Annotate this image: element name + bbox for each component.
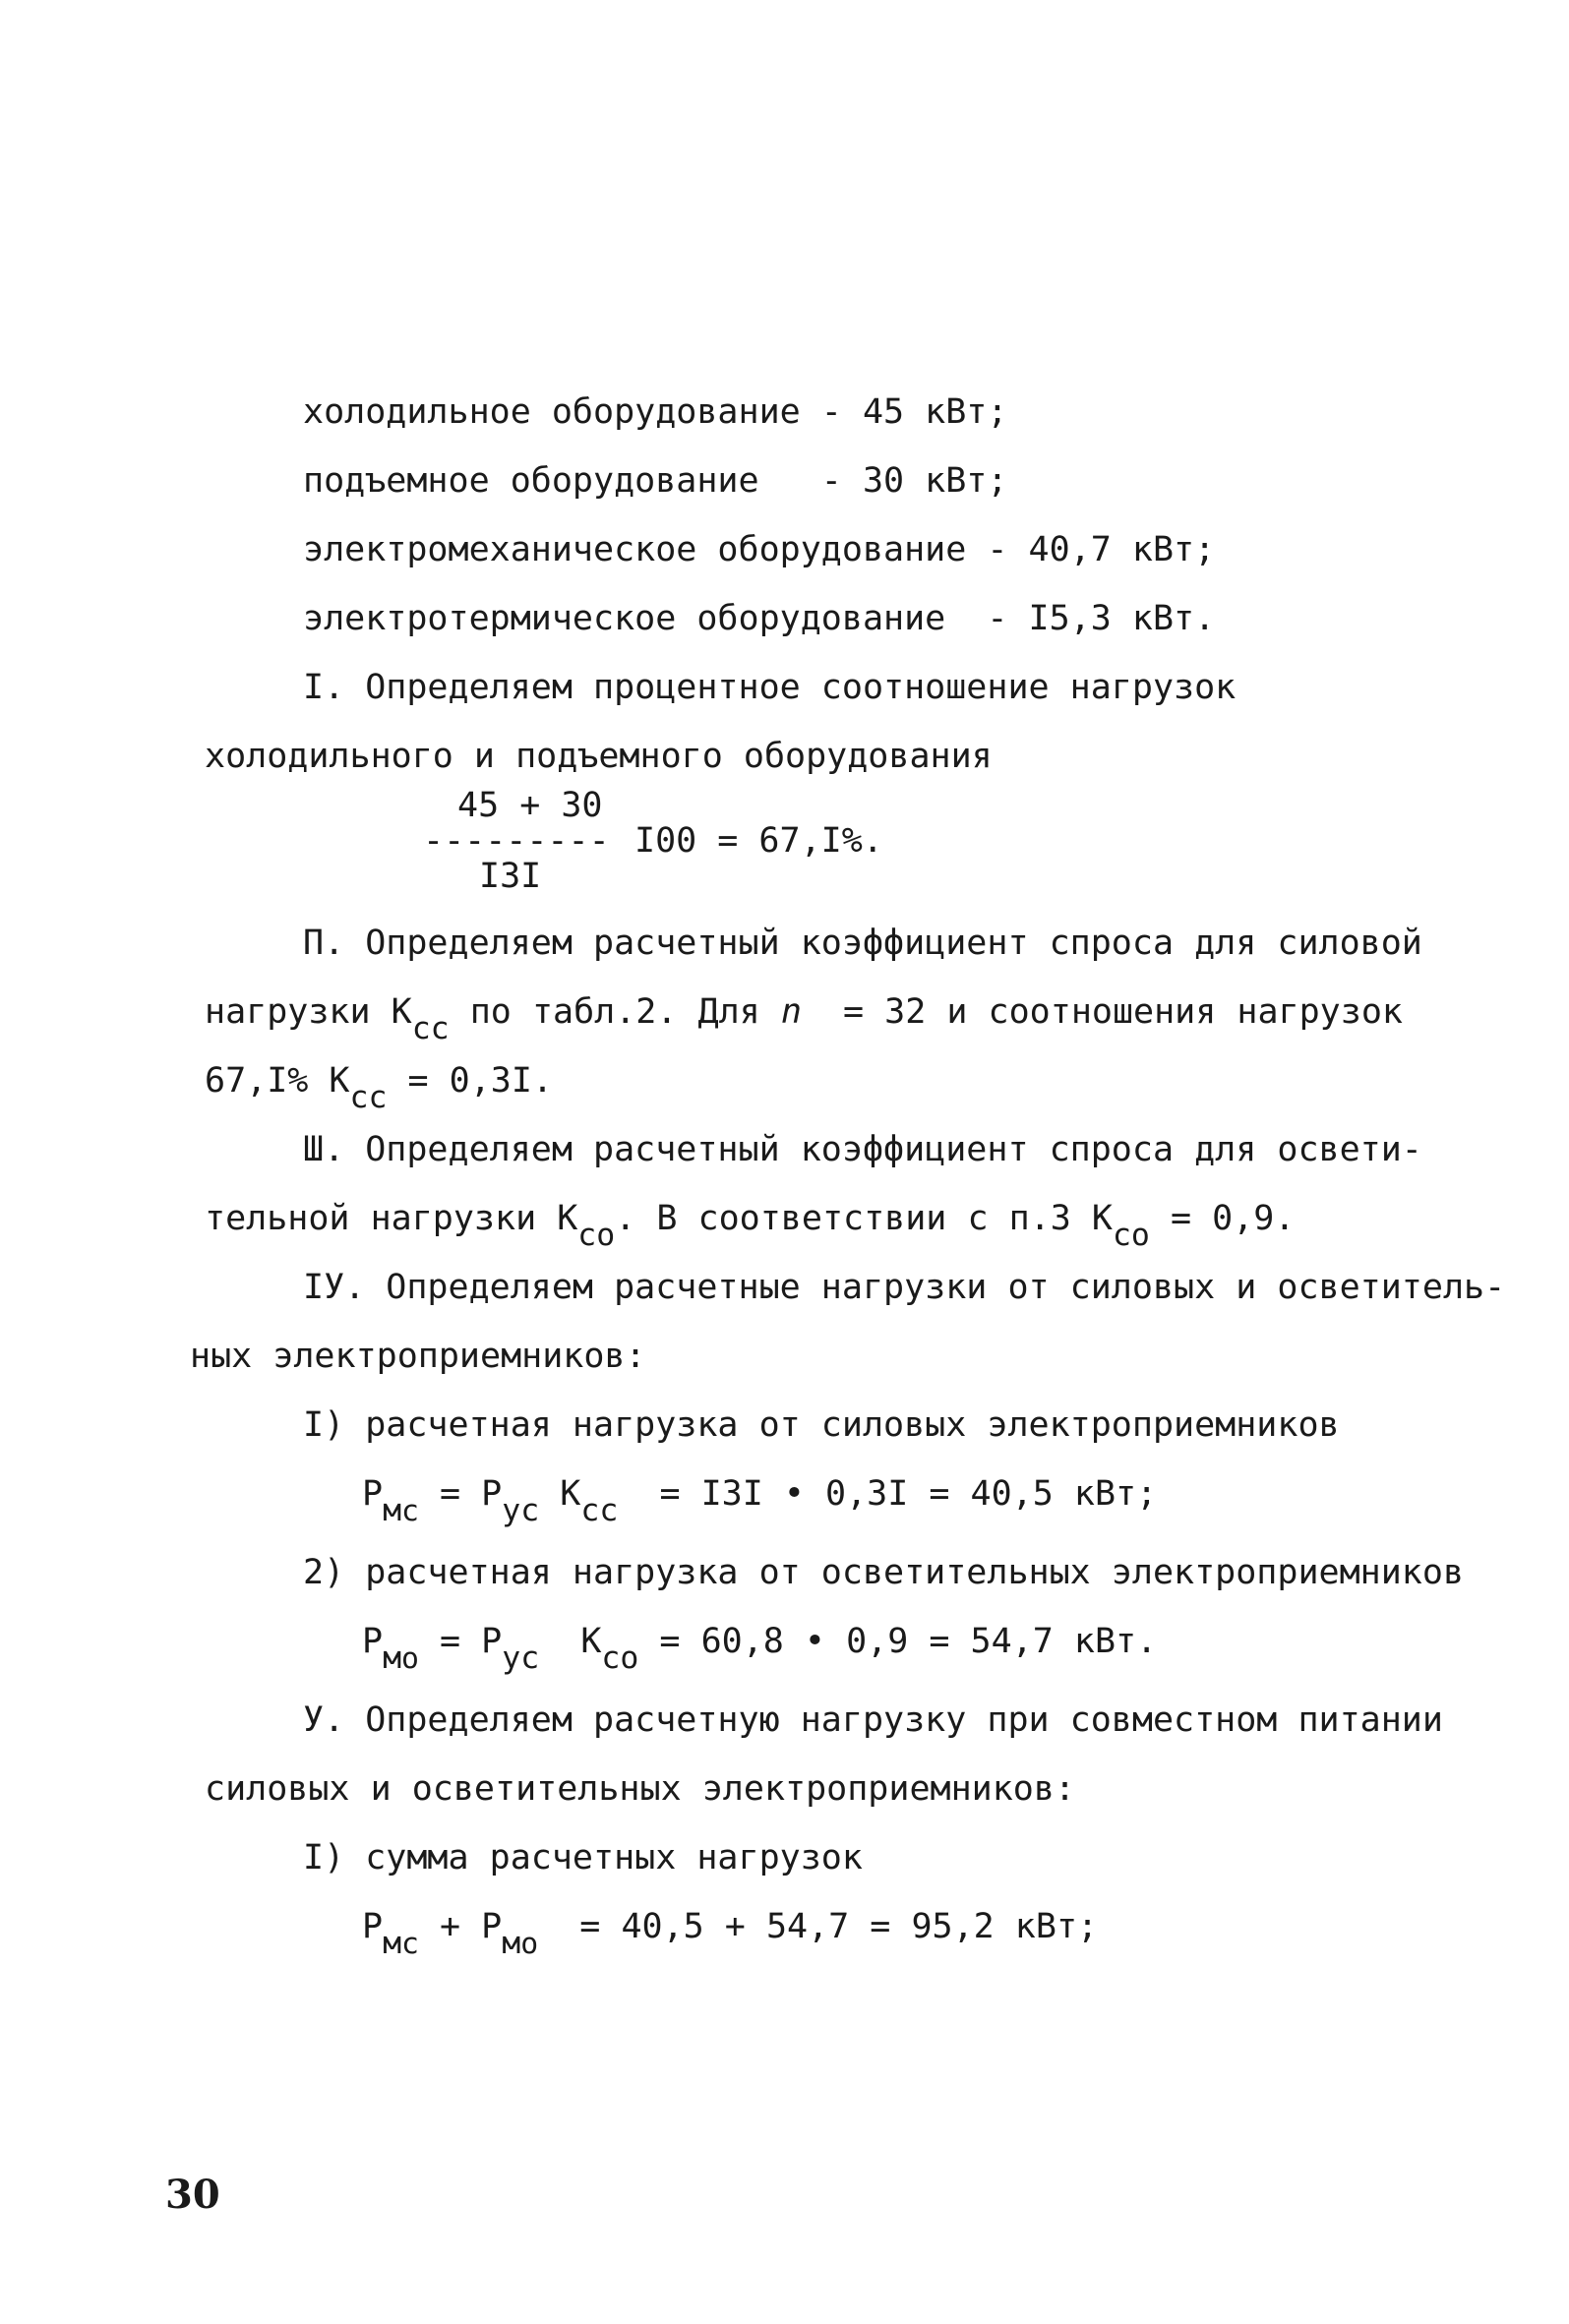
step-5-continuation: силовых и осветительных электроприемников:: [205, 1769, 1076, 1809]
step-4-heading: IУ. Определяем расчетные нагрузки от силовых и осветитель-: [303, 1268, 1506, 1307]
step-3-heading: Ш. Определяем расчетный коэффициент спроса для освети-: [303, 1130, 1422, 1169]
step-2-line-3: [205, 1061, 554, 1115]
subscript: ус: [502, 1639, 540, 1676]
text: = 0,3I.: [387, 1061, 554, 1101]
subscript: со: [577, 1217, 616, 1253]
equation-power-load: [362, 1474, 1158, 1529]
step-4-item-2: 2) расчетная нагрузка от осветительных электроприемников: [303, 1553, 1465, 1592]
subscript: сс: [411, 1010, 450, 1046]
fraction-result: I00 = 67,I%.: [634, 821, 883, 861]
text: = I3I • 0,3I = 40,5 кВт;: [618, 1474, 1158, 1514]
text: . В соответствии с п.3 К: [615, 1199, 1113, 1238]
sub-subscript: с: [401, 1927, 419, 1962]
text: Р: [362, 1622, 384, 1661]
text: = Р: [418, 1622, 503, 1661]
subscript: м: [383, 1925, 402, 1961]
text: = 32 и соотношения нагрузок: [801, 992, 1403, 1032]
subscript: сс: [580, 1492, 619, 1528]
text: = Р: [418, 1474, 503, 1514]
line-electromechanical: электромеханическое оборудование - 40,7 кВт;: [303, 530, 1216, 569]
step-2-heading: П. Определяем расчетный коэффициент спроса для силовой: [303, 924, 1422, 963]
line-electrothermal: электротермическое оборудование - I5,3 кВт.: [303, 599, 1216, 638]
text: = 0,9.: [1149, 1199, 1296, 1238]
fraction-denominator: I3I: [479, 857, 542, 896]
subscript: м: [383, 1492, 402, 1528]
subscript: сс: [349, 1079, 388, 1115]
text: К: [539, 1622, 602, 1661]
variable-n: n: [780, 992, 802, 1032]
step-3-line-2: [205, 1199, 1296, 1253]
fraction-numerator: 45 + 30: [457, 786, 603, 825]
text: 67,I% К: [205, 1061, 350, 1101]
step-4-item-1: I) расчетная нагрузка от силовых электроприемников: [303, 1405, 1340, 1445]
line-lifting: подъемное оборудование - 30 кВт;: [303, 461, 1008, 501]
subscript: со: [601, 1639, 639, 1676]
fraction-bar: ---------: [423, 821, 610, 861]
step-1-heading: I. Определяем процентное соотношение нагрузок: [303, 668, 1237, 707]
text: + Р: [418, 1907, 503, 1946]
subscript: со: [1112, 1217, 1150, 1253]
subscript: м: [383, 1639, 402, 1676]
text: = 60,8 • 0,9 = 54,7 кВт.: [638, 1622, 1158, 1661]
sub-subscript: о: [520, 1927, 539, 1962]
subscript: м: [502, 1925, 521, 1961]
text: Р: [362, 1907, 384, 1946]
text: тельной нагрузки К: [205, 1199, 578, 1238]
step-1-continuation: холодильного и подъемного оборудования: [205, 737, 993, 776]
text: К: [539, 1474, 581, 1514]
text: нагрузки К: [205, 992, 412, 1032]
subscript: ус: [502, 1492, 540, 1528]
page-number: 30: [165, 2172, 220, 2218]
step-2-line-2: [205, 992, 1403, 1046]
text: Р: [362, 1474, 384, 1514]
equation-total-load: [362, 1907, 1099, 1962]
line-refrigeration: холодильное оборудование - 45 кВт;: [303, 392, 1008, 432]
equation-lighting-load: [362, 1622, 1158, 1677]
sub-subscript: с: [401, 1494, 419, 1529]
text: по табл.2. Для: [449, 992, 781, 1032]
step-5-heading: У. Определяем расчетную нагрузку при совместном питании: [303, 1700, 1443, 1740]
sub-subscript: о: [401, 1641, 419, 1677]
step-4-continuation: ных электроприемников:: [190, 1337, 646, 1376]
step-5-item-1: I) сумма расчетных нагрузок: [303, 1838, 863, 1877]
text: = 40,5 + 54,7 = 95,2 кВт;: [538, 1907, 1099, 1946]
